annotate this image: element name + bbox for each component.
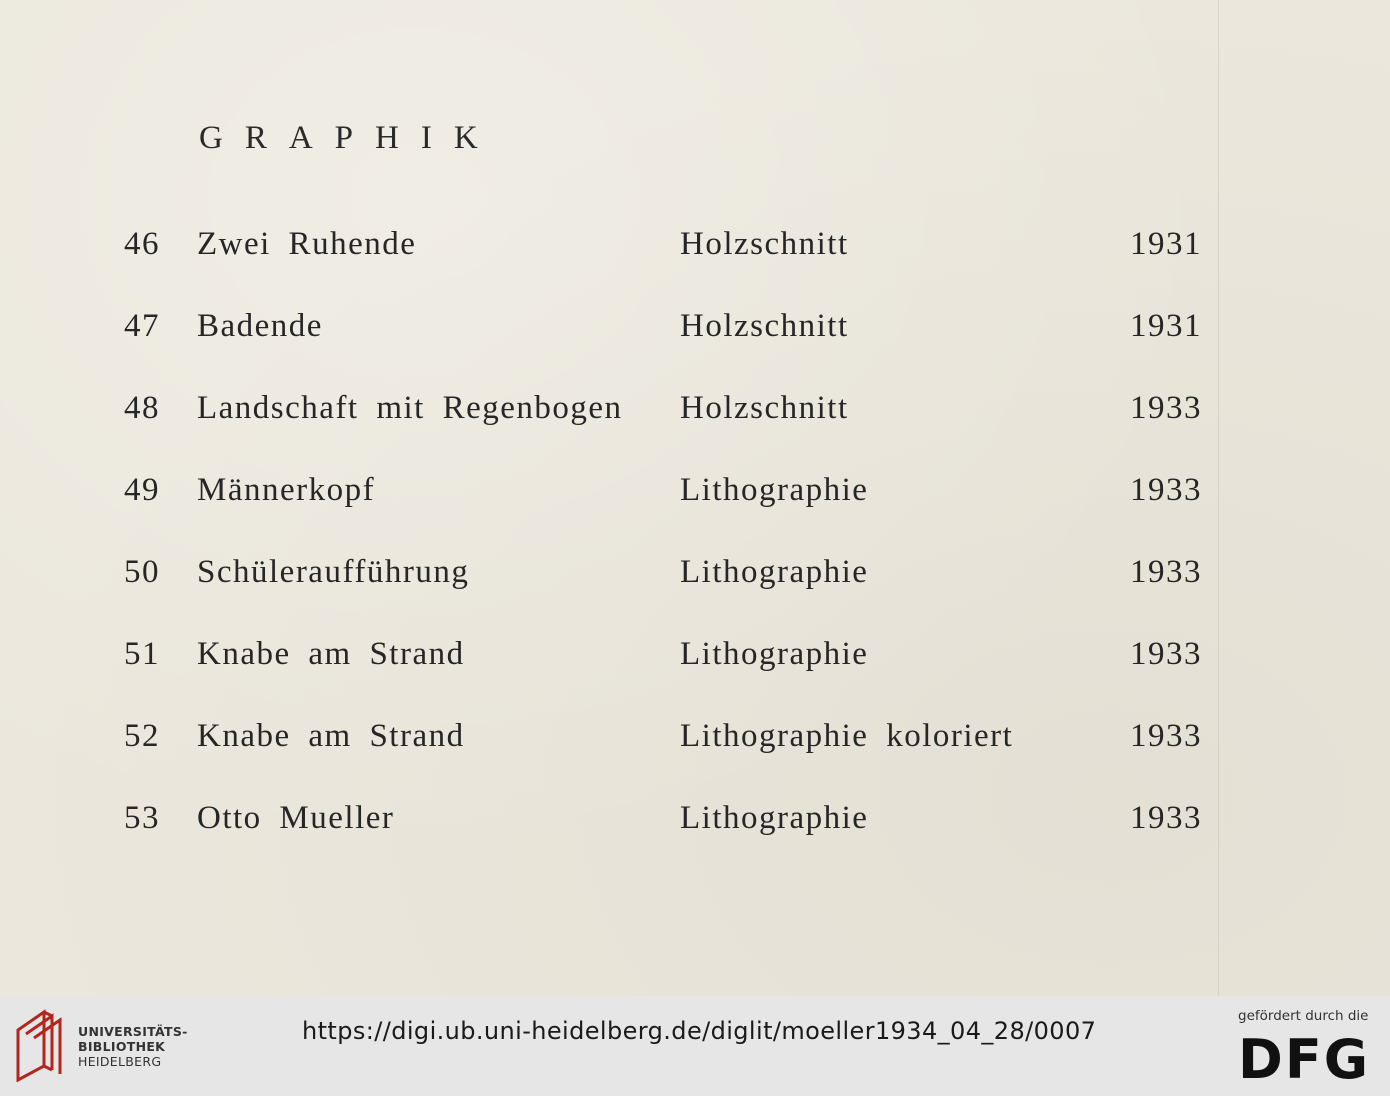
entry-number: 46 — [124, 226, 160, 262]
entry-technique: Lithographie — [680, 800, 869, 836]
funded-by-label: gefördert durch die — [1238, 1008, 1369, 1024]
viewer-footer — [0, 996, 1390, 1096]
entry-technique: Lithographie — [680, 554, 869, 590]
catalogue-entry — [0, 304, 1390, 348]
section-heading: GRAPHIK — [199, 120, 500, 156]
entry-year: 1933 — [1130, 472, 1202, 508]
library-name[interactable] — [78, 1024, 188, 1069]
entry-title: Zwei Ruhende — [197, 226, 417, 262]
entry-year: 1931 — [1130, 308, 1202, 344]
entry-technique: Holzschnitt — [680, 308, 849, 344]
library-name-line1: UNIVERSITÄTS- — [78, 1024, 188, 1039]
entry-year: 1933 — [1130, 636, 1202, 672]
entry-technique: Lithographie — [680, 472, 869, 508]
library-name-line2: BIBLIOTHEK — [78, 1039, 166, 1054]
entry-number: 49 — [124, 472, 160, 508]
entry-title: Otto Mueller — [197, 800, 395, 836]
library-logo-icon[interactable] — [14, 1008, 70, 1082]
entry-title: Badende — [197, 308, 323, 344]
entry-technique: Holzschnitt — [680, 226, 849, 262]
entry-title: Landschaft mit Regenbogen — [197, 390, 623, 426]
entry-title: Männerkopf — [197, 472, 376, 508]
catalogue-entry — [0, 632, 1390, 676]
entry-number: 51 — [124, 636, 160, 672]
entry-year: 1933 — [1130, 800, 1202, 836]
entry-title: Knabe am Strand — [197, 636, 465, 672]
catalogue-entry — [0, 222, 1390, 266]
catalogue-entry — [0, 468, 1390, 512]
entry-number: 50 — [124, 554, 160, 590]
entry-year: 1933 — [1130, 718, 1202, 754]
entry-number: 53 — [124, 800, 160, 836]
catalogue-entry — [0, 386, 1390, 430]
catalogue-entry — [0, 550, 1390, 594]
entry-title: Schüleraufführung — [197, 554, 470, 590]
entry-number: 48 — [124, 390, 160, 426]
entry-year: 1933 — [1130, 390, 1202, 426]
entry-number: 47 — [124, 308, 160, 344]
catalogue-entry — [0, 714, 1390, 758]
entry-technique: Holzschnitt — [680, 390, 849, 426]
permalink-url[interactable]: https://digi.ub.uni-heidelberg.de/diglit/moeller1934_04_28/0007 — [302, 1017, 1097, 1045]
entry-technique: Lithographie koloriert — [680, 718, 1014, 754]
entry-title: Knabe am Strand — [197, 718, 465, 754]
catalogue-entry — [0, 796, 1390, 840]
dfg-logo-icon[interactable] — [1238, 1032, 1370, 1084]
dfg-logo-text: DFG — [1238, 1032, 1370, 1084]
entry-year: 1931 — [1130, 226, 1202, 262]
entry-technique: Lithographie — [680, 636, 869, 672]
entry-year: 1933 — [1130, 554, 1202, 590]
entry-number: 52 — [124, 718, 160, 754]
library-name-line3: HEIDELBERG — [78, 1054, 162, 1069]
